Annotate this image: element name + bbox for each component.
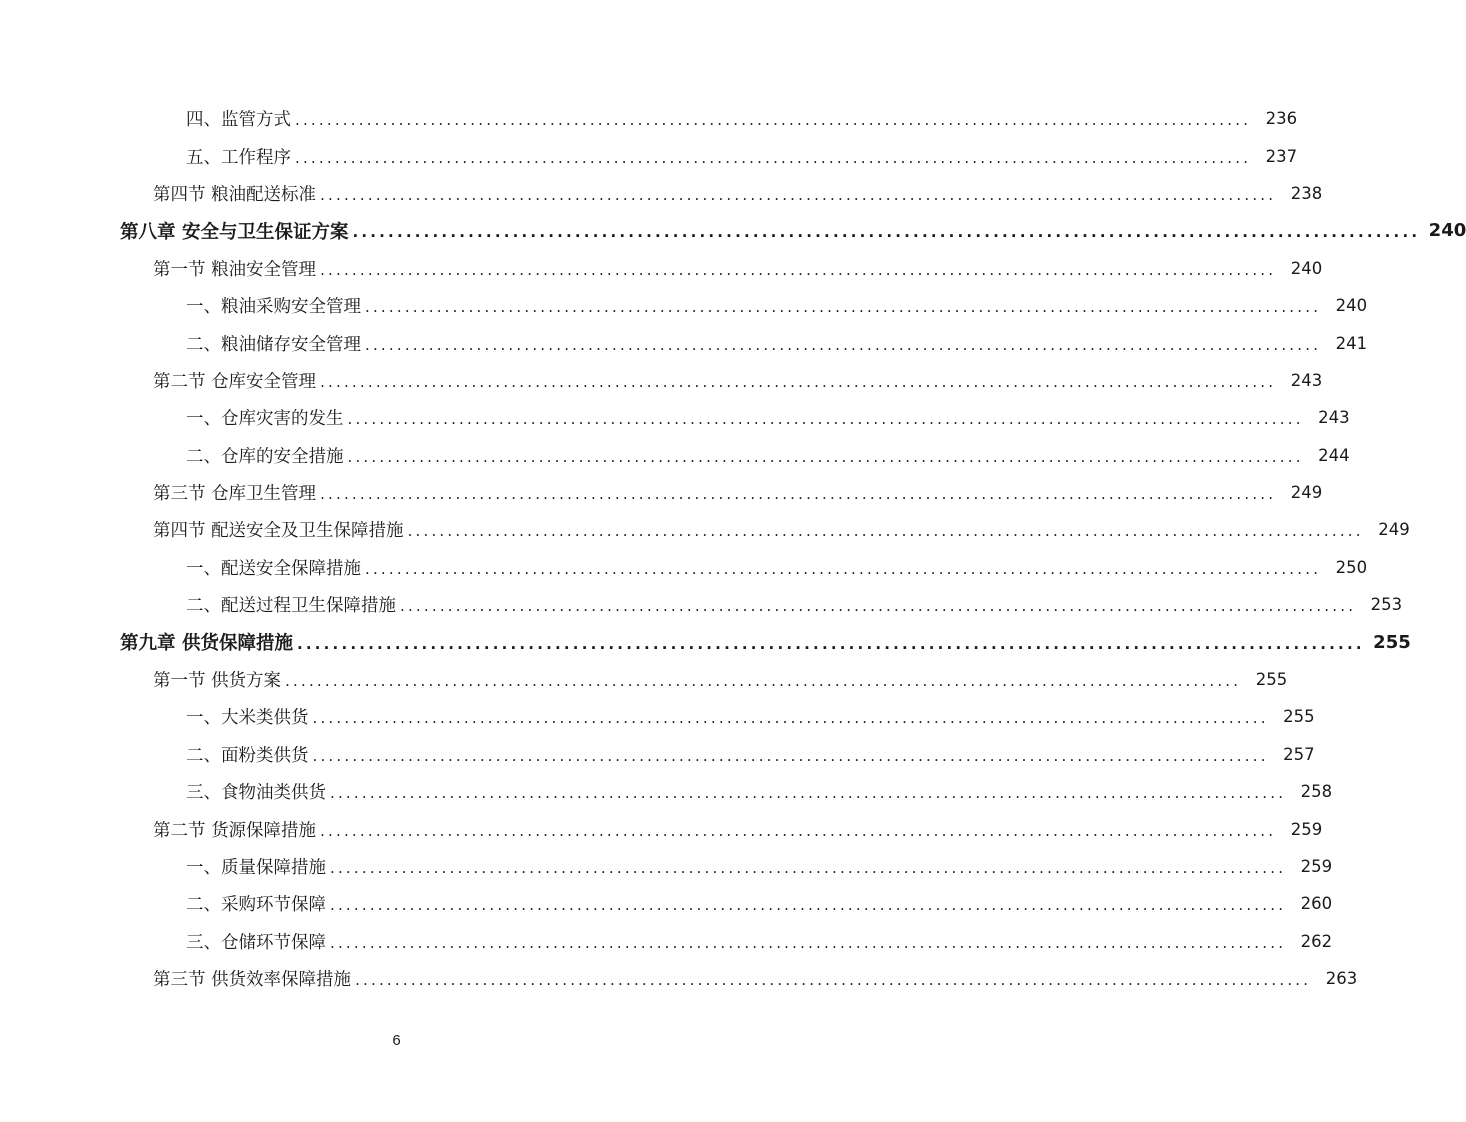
toc-entry-title: 第二节 仓库安全管理 (153, 371, 317, 392)
toc-entry-section[interactable] (0, 250, 1323, 287)
toc-entry-item[interactable] (0, 324, 1368, 361)
toc-dot-leader: ........................................................................................................................ (320, 260, 1277, 279)
toc-entry-title: 第三节 供货效率保障措施 (153, 970, 352, 991)
toc-entry-page: 257 (1283, 744, 1315, 764)
toc-dot-leader: ........................................................................................................................ (365, 298, 1322, 317)
toc-entry-title: 二、配送过程卫生保障措施 (186, 596, 396, 617)
toc-entry-item[interactable] (0, 100, 1298, 137)
toc-dot-leader: ........................................................................................................................ (312, 709, 1269, 728)
toc-entry-page: 253 (1370, 595, 1403, 615)
toc-entry-title: 一、配送安全保障措施 (186, 558, 361, 579)
toc-dot-leader: ........................................................................................................................ (320, 485, 1277, 504)
toc-entry-section[interactable] (0, 474, 1323, 511)
toc-dot-leader: ........................................................................................................................ (365, 559, 1322, 578)
toc-entry-title: 第九章 供货保障措施 (120, 633, 293, 655)
toc-entry-title: 一、质量保障措施 (186, 858, 326, 878)
toc-entry-page: 249 (1290, 483, 1323, 503)
toc-entry-item[interactable] (0, 885, 1333, 922)
table-of-contents (0, 100, 1466, 997)
toc-entry-page: 236 (1265, 109, 1298, 129)
toc-dot-leader: ........................................................................................................................ (330, 933, 1287, 952)
toc-entry-page: 249 (1378, 520, 1410, 540)
toc-dot-leader: ........................................................................................................................ (295, 148, 1252, 167)
toc-entry-page: 255 (1255, 670, 1288, 690)
toc-dot-leader: ........................................................................................................................ (330, 784, 1287, 803)
toc-dot-leader: ........................................................................................................................ (330, 896, 1287, 915)
toc-entry-item[interactable] (0, 698, 1315, 735)
toc-entry-page: 262 (1300, 931, 1333, 951)
toc-entry-page: 240 (1335, 296, 1368, 316)
toc-entry-chapter[interactable] (0, 623, 1411, 660)
toc-dot-leader: ........................................................................................................................ (295, 111, 1252, 130)
toc-entry-title: 五、工作程序 (186, 147, 291, 168)
toc-entry-title: 第四节 粮油配送标准 (153, 184, 317, 205)
toc-entry-title: 第八章 安全与卫生保证方案 (120, 221, 349, 243)
toc-entry-title: 一、粮油采购安全管理 (186, 297, 361, 318)
toc-entry-title: 三、食物油类供货 (186, 783, 326, 804)
toc-entry-title: 二、采购环节保障 (186, 895, 326, 916)
toc-entry-item[interactable] (0, 437, 1350, 474)
toc-entry-title: 一、仓库灾害的发生 (186, 409, 344, 430)
toc-entry-chapter[interactable] (0, 212, 1466, 249)
toc-entry-title: 第三节 仓库卫生管理 (153, 484, 317, 505)
toc-entry-section[interactable] (0, 810, 1323, 847)
toc-dot-leader: ........................................................................................................................ (400, 597, 1357, 616)
toc-entry-page: 259 (1290, 819, 1323, 839)
toc-entry-title: 第四节 配送安全及卫生保障措施 (153, 521, 404, 542)
toc-dot-leader: ........................................................................................................................ (296, 634, 1365, 653)
toc-entry-page: 240 (1428, 220, 1466, 242)
toc-entry-section[interactable] (0, 661, 1288, 698)
toc-entry-page: 255 (1283, 707, 1315, 727)
toc-entry-page: 241 (1335, 333, 1368, 353)
toc-dot-leader: ........................................................................................................................ (347, 410, 1304, 429)
toc-entry-title: 第一节 粮油安全管理 (153, 259, 317, 280)
toc-entry-section[interactable] (0, 175, 1323, 212)
toc-entry-item[interactable] (0, 399, 1350, 436)
toc-entry-item[interactable] (0, 736, 1315, 773)
toc-dot-leader: ........................................................................................................................ (347, 447, 1304, 466)
toc-entry-page: 240 (1290, 258, 1323, 278)
toc-entry-item[interactable] (0, 848, 1333, 885)
toc-dot-leader: ........................................................................................................................ (320, 821, 1277, 840)
toc-dot-leader: ........................................................................................................................ (365, 335, 1322, 354)
toc-entry-item[interactable] (0, 586, 1403, 623)
toc-entry-page: 238 (1290, 183, 1323, 203)
toc-entry-page: 244 (1318, 445, 1350, 465)
toc-entry-title: 二、面粉类供货 (186, 745, 309, 766)
toc-entry-item[interactable] (0, 287, 1368, 324)
toc-dot-leader: ........................................................................................................................ (320, 372, 1277, 391)
toc-entry-title: 第二节 货源保障措施 (153, 820, 317, 841)
toc-entry-title: 二、粮油储存安全管理 (186, 334, 361, 355)
toc-entry-title: 二、仓库的安全措施 (186, 446, 344, 467)
toc-dot-leader: ........................................................................................................................ (312, 746, 1269, 765)
toc-entry-title: 三、仓储环节保障 (186, 932, 326, 953)
toc-entry-title: 一、大米类供货 (186, 708, 309, 729)
toc-entry-page: 263 (1325, 969, 1358, 989)
toc-entry-page: 237 (1265, 146, 1298, 166)
toc-entry-section[interactable] (0, 511, 1410, 548)
toc-entry-item[interactable] (0, 773, 1333, 810)
toc-entry-page: 243 (1290, 370, 1323, 390)
toc-entry-page: 250 (1335, 557, 1368, 577)
toc-entry-title: 四、监管方式 (186, 110, 291, 131)
page-number: 6 (392, 1032, 401, 1049)
toc-entry-title: 第一节 供货方案 (153, 671, 282, 692)
toc-entry-page: 255 (1373, 631, 1411, 653)
toc-dot-leader: ........................................................................................................................ (352, 223, 1421, 242)
toc-dot-leader: ........................................................................................................................ (407, 522, 1364, 541)
toc-entry-item[interactable] (0, 137, 1298, 174)
toc-entry-page: 260 (1300, 894, 1333, 914)
toc-dot-leader: ........................................................................................................................ (330, 859, 1287, 877)
toc-dot-leader: ........................................................................................................................ (320, 185, 1277, 204)
toc-entry-page: 258 (1300, 782, 1333, 802)
toc-entry-item[interactable] (0, 923, 1333, 960)
toc-dot-leader: ........................................................................................................................ (285, 672, 1242, 691)
toc-entry-section[interactable] (0, 960, 1358, 997)
toc-entry-page: 259 (1300, 857, 1333, 876)
toc-entry-section[interactable] (0, 362, 1323, 399)
toc-entry-page: 243 (1318, 408, 1350, 428)
toc-entry-item[interactable] (0, 549, 1368, 586)
toc-dot-leader: ........................................................................................................................ (355, 971, 1312, 990)
